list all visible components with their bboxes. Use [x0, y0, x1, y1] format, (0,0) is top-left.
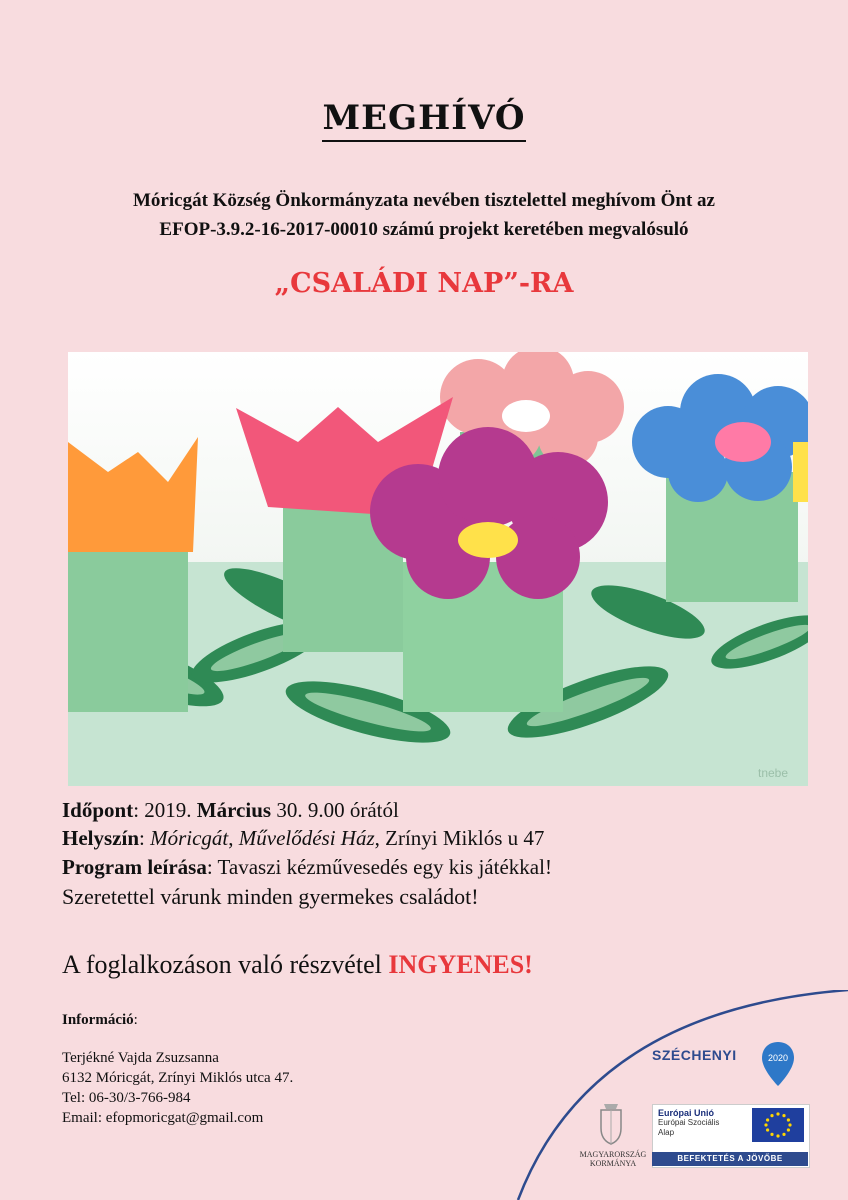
- government-logo-text: MAGYARORSZÁG KORMÁNYA: [579, 1150, 647, 1168]
- place-line: Helyszín: Móricgát, Művelődési Ház, Zrínyi Miklós u 47: [62, 826, 545, 850]
- szechenyi-pin-icon: [760, 1040, 796, 1088]
- contact-email: Email: efopmoricgat@gmail.com: [62, 1110, 264, 1126]
- contact-name: Terjékné Vajda Zsuzsanna: [62, 1050, 219, 1066]
- intro-line-2: EFOP-3.9.2-16-2017-00010 számú projekt keretében megvalósuló: [159, 219, 689, 240]
- contact-address: 6132 Móricgát, Zrínyi Miklós utca 47.: [62, 1070, 294, 1086]
- event-name: „CSALÁDI NAP”-RA: [274, 268, 574, 299]
- invest-future-banner: BEFEKTETÉS A JÖVŐBE: [652, 1152, 808, 1166]
- page-title: MEGHÍVÓ: [0, 98, 848, 138]
- szechenyi-year: 2020: [767, 1053, 789, 1063]
- welcome-line: Szeretettel várunk minden gyermekes családot!: [62, 884, 479, 909]
- decorative-arc: [510, 990, 848, 1200]
- eu-flag-icon: [752, 1108, 804, 1142]
- paper-flowers-photo: [68, 352, 808, 786]
- photo-watermark: tnebe: [758, 766, 789, 780]
- intro-line-1: Móricgát Község Önkormányzata nevében tisztelettel meghívom Önt az: [132, 190, 715, 211]
- free-participation: A foglalkozáson való részvétel INGYENES!: [62, 950, 533, 979]
- szechenyi-logo: SZÉCHENYI: [652, 1047, 737, 1063]
- time-line: Időpont: 2019. Március 30. 9.00 órától: [62, 798, 399, 822]
- contact-label: Információ:: [62, 1012, 138, 1028]
- eu-logo-text: Európai Unió Európai Szociális Alap: [658, 1108, 720, 1137]
- contact-phone: Tel: 06-30/3-766-984: [62, 1090, 191, 1106]
- program-line: Program leírása: Tavaszi kézművesedés egy kis játékkal!: [62, 855, 552, 879]
- coat-of-arms-icon: [596, 1100, 626, 1146]
